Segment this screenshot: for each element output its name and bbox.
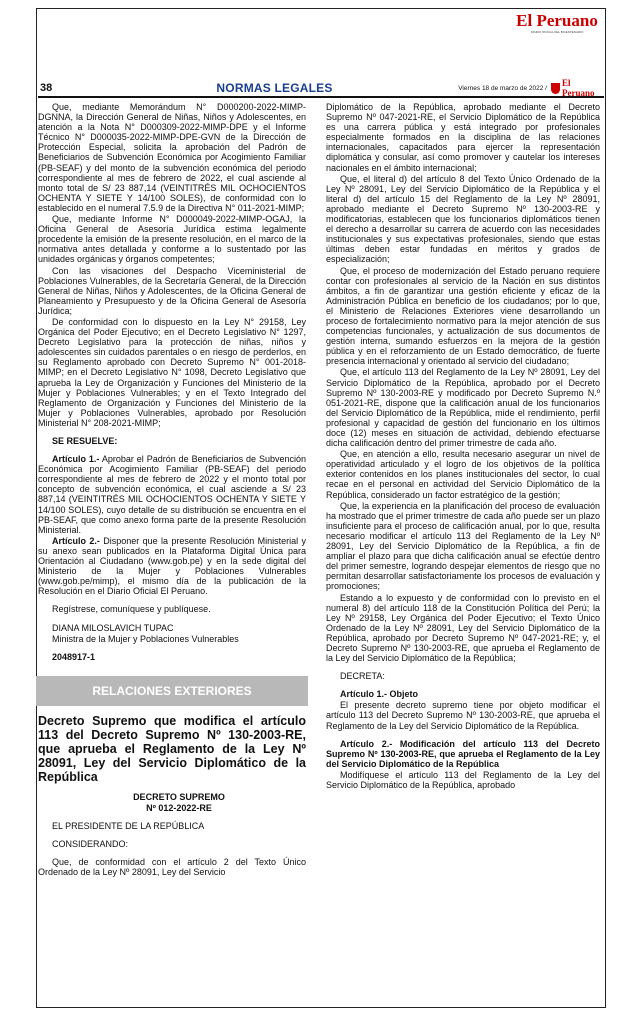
resolution-heading: SE RESUELVE: [52,436,118,446]
paragraph: Modifíquese el artículo 113 del Reglamento de la Ley del Servicio Diplomático de la República, aprobado [326,769,600,790]
section-title: NORMAS LEGALES [216,81,333,95]
header-brand: El Peruano [562,78,595,98]
paragraph: Con las visaciones del Despacho Viceministerial de Poblaciones Vulnerables, de la Secretaría General, de la Dirección General de Niñas, Niños y Adolescentes, de la Oficina General de Planeamiento y Presupuesto y de la Oficina General de Asesoría Jurídica; [38,265,306,316]
signer-title: Ministra de la Mujer y Poblaciones Vulnerables [52,633,239,644]
page-header [38,80,604,98]
paragraph: Que, el artículo 113 del Reglamento de la Ley Nº 28091, Ley del Servicio Diplomático de la República, aprobado por el Decreto Supremo Nº 130-2003-RE y modificado por Decreto Supremo N.º 051-2021-RE, dispone que la calificación anual de los funcionarios del Servicio Diplomático de la República, mide el rendimiento, perfil profesional y capacidad de gestión del funcionario en los últimos doce (12) meses en situación de actividad, debiendo efectuarse dicha calificación dentro del primer trimestre de cada año. [326,367,600,449]
paragraph: Que, en atención a ello, resulta necesario asegurar un nivel de operatividad articulado y el logro de los objetivos de la política exterior contenidos en los planes institucionales del sector, lo cual recae en el personal en actividad del Servicio Diplomático de la República, considerado un factor estratégico de la gestión; [326,449,600,500]
signer-name: DIANA MILOSLAVICH TUPAC [52,622,174,633]
president-heading: EL PRESIDENTE DE LA REPÚBLICA [52,820,205,831]
paragraph: Que, mediante Informe N° D000049-2022-MIMP-OGAJ, la Oficina General de Asesoría Jurídica estima legalmente procedente la emisión de la presente resolución, en el marco de la normativa antes detallada y conforme a lo sustentado por las unidades orgánicas y órganos competentes; [38,214,306,265]
right-column [326,102,600,791]
article-label: Artículo 2.- [52,535,100,546]
document-code: 2048917-1 [52,651,96,662]
paragraph: El presente decreto supremo tiene por objeto modificar el artículo 113 del Decreto Supremo Nº 130-2003-RE, que aprueba el Reglamento de la Ley del Servicio Diplomático de la República. [326,700,600,731]
paragraph: Que, de conformidad con el artículo 2 del Texto Único Ordenado de la Ley Nº 28091, Ley del Servicio [38,856,306,878]
paragraph: Diplomático de la República, aprobado mediante el Decreto Supremo Nº 047-2021-RE, el Servicio Diplomático de la República es una carrera pública y está integrado por profesionales especialmente formados en la disciplina de las relaciones internacionales, capacitados para ejercer la representación diplomática y consular, así como promover y cautelar los intereses nacionales en el ámbito internacional; [326,102,600,173]
article-label: Artículo 1.- [52,454,100,465]
left-column [38,102,306,878]
section-banner: RELACIONES EXTERIORES [36,676,308,706]
article-text: Aprobar el Padrón de Beneficiarios de Subvención Económica por Acogimiento Familiar (PB-SEAF) del periodo correspondiente al mes de febrero de 2022 y el monto total por concepto de subvención económica, el cual asciende a S/ 23 887,14 (VEINTITRÉS MIL OCHOCIENTOS OCHENTA Y SIETE Y 14/100 SOLES), cuyo detalle de su distribución se encuentra en el PB-SEAF, que como anexo forma parte de la presente Resolución Ministerial. [38,454,306,535]
page-number: 38 [40,82,53,94]
decree-title: Decreto Supremo que modifica el artículo 113 del Decreto Supremo Nº 130-2003-RE, que aprueba el Reglamento de la Ley Nº 28091, Ley del Servicio Diplomático de la República [38,713,306,784]
paragraph: Que, la experiencia en la planificación del proceso de evaluación ha mostrado que el primer trimestre de cada año puede ser un plazo insuficiente para el proceso de calificación anual, por lo que, resulta necesario modificar el artículo 113 del Reglamento de la Ley Nº 28091, Ley del Servicio Diplomático de la República, a fin de ampliar el plazo para que dicha calificación anual se efectúe dentro del primer semestre, logrando despejar elementos de riesgo que no permitan desarrollar satisfactoriamente los procesos de evaluación y promociones; [326,500,600,592]
paragraph: Que, el proceso de modernización del Estado peruano requiere contar con profesionales al servicio de la Nación en sus distintos ámbitos, a fin de garantizar una gestión eficiente y eficaz de la Administración Pública en beneficio de los ciudadanos; por lo que, el Ministerio de Relaciones Exteriores viene desarrollando un proceso de fortalecimiento normativo para la mejor atención de sus competencias funcionales, y actualización de sus documentos de gestión interna, sumando esfuerzos en la mejora de la gestión pública y en el reforzamiento de un Estado democrático, de fuerte presencia internacional y orientado al servicio del ciudadano; [326,265,600,367]
article-heading: Artículo 2.- Modificación del artículo 113 del Decreto Supremo Nº 130-2003-RE, que aprueba el Reglamento de la Ley del Servicio Diplomático de la República [326,738,600,769]
closing-formula: Regístrese, comuníquese y publíquese. [52,604,211,615]
article-1 [38,454,306,535]
masthead-tagline: DIARIO OFICIAL DEL BICENTENARIO [530,30,584,34]
decreta-heading: DECRETA: [340,671,385,682]
article-2 [38,536,306,597]
issue-date: Viernes 18 de marzo de 2022 / [458,84,547,92]
decree-number: Nº 012-2022-RE [146,802,212,813]
paragraph: De conformidad con lo dispuesto en la Ley N° 29158, Ley Orgánica del Poder Ejecutivo; en el Decreto Legislativo N° 1297, Decreto Legislativo para la protección de niñas, niños y adolescentes sin cuidados parentales o en riesgo de perderlos, en su Reglamento aprobado con Decreto Supremo N° 001-2018-MIMP; en el Decreto Legislativo N° 1098, Decreto Legislativo que aprueba la Ley de Organización y Funciones del Ministerio de la Mujer y Poblaciones Vulnerables; y en el Texto Integrado del Reglamento de Organización y Funciones del Ministerio de la Mujer y Poblaciones Vulnerables, aprobado por Resolución Ministerial N° 208-2021-MIMP; [38,316,306,428]
considerando-heading: CONSIDERANDO: [52,838,129,849]
paragraph: Estando a lo expuesto y de conformidad con lo previsto en el numeral 8) del artículo 118 de la Constitución Política del Perú; la Ley Nº 29158, Ley Orgánica del Poder Ejecutivo; el Texto Único Ordenado de la Ley Nº 28091, Ley del Servicio Diplomático de la República, aprobado por Decreto Supremo Nº 047-2021-RE; y, el Decreto Supremo Nº 130-2003-RE, que aprueba el Reglamento de la Ley del Servicio Diplomático de la República; [326,592,600,664]
paragraph: Que, el literal d) del artículo 8 del Texto Único Ordenado de la Ley Nº 28091, Ley del Servicio Diplomático de la República y el literal d) del artículo 15 del Reglamento de la Ley Nº 28091, aprobado mediante el Decreto Supremo Nº 130-2003-RE y modificatorias, establecen que los funcionarios diplomáticos tienen el derecho a desarrollar su carrera de acuerdo con las necesidades institucionales y sus expectativas profesionales, siendo que estas últimas deben estar fundadas en méritos y grados de especialización; [326,173,600,265]
article-heading: Artículo 1.- Objeto [340,689,419,700]
decree-label: DECRETO SUPREMO [133,791,225,802]
masthead-logo: El Peruano [516,11,598,30]
article-text: Disponer que la presente Resolución Ministerial y su anexo sean publicados en la Plataforma Digital Única para Orientación al Ciudadano (www.gob.pe) y en la sede digital del Ministerio de la Mujer y Poblaciones Vulnerables (www.gob.pe/mimp), el mismo día de la publicación de la Resolución en el Diario Oficial El Peruano. [38,535,306,597]
paragraph: Que, mediante Memorándum N° D000200-2022-MIMP-DGNNA, la Dirección General de Niñas, Niños y Adolescentes, en atención a la Nota N° D000309-2022-MIMP-DPE y el Informe Técnico N° D000035-2022-MIMP-DPE-GVN de la Dirección de Protección Especial, solicita la aprobación del Padrón de Beneficiarios de Subvención Económica por Acogimiento Familiar (PB-SEAF) y del monto de la subvención económica del periodo correspondiente al mes de febrero de 2022, el cual asciende al monto total de S/ 23 887,14 (VEINTITRÉS MIL OCHOCIENTOS OCHENTA Y SIETE Y 14/100 SOLES), de conformidad con lo establecido en el numeral 7.5.9 de la Directiva N° 011-2021-MIMP; [38,102,306,213]
masthead [514,12,600,36]
peru-shield-icon [551,83,560,94]
